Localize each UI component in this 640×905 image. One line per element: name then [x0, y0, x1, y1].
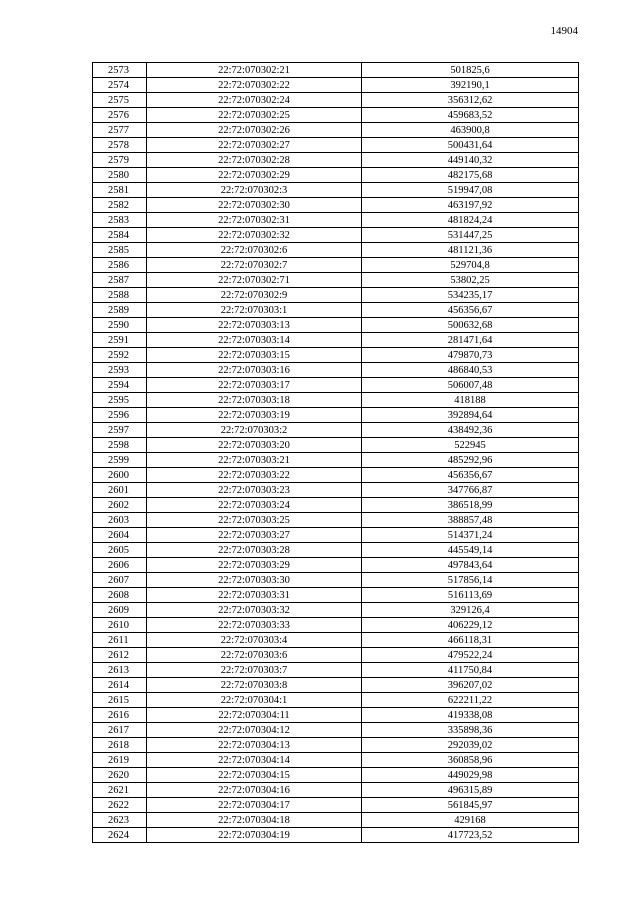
row-number-cell: 2592 [93, 348, 147, 363]
cadastral-number-cell: 22:72:070304:1 [147, 693, 362, 708]
cadastral-value-cell: 329126,4 [362, 603, 579, 618]
cadastral-value-cell: 497843,64 [362, 558, 579, 573]
row-number-cell: 2599 [93, 453, 147, 468]
cadastral-number-cell: 22:72:070303:33 [147, 618, 362, 633]
cadastral-value-cell: 360858,96 [362, 753, 579, 768]
cadastral-number-cell: 22:72:070302:32 [147, 228, 362, 243]
row-number-cell: 2622 [93, 798, 147, 813]
row-number-cell: 2610 [93, 618, 147, 633]
cadastral-value-cell: 335898,36 [362, 723, 579, 738]
cadastral-number-cell: 22:72:070303:30 [147, 573, 362, 588]
row-number-cell: 2616 [93, 708, 147, 723]
cadastral-value-cell: 486840,53 [362, 363, 579, 378]
cadastral-number-cell: 22:72:070302:28 [147, 153, 362, 168]
cadastral-number-cell: 22:72:070303:21 [147, 453, 362, 468]
cadastral-value-cell: 406229,12 [362, 618, 579, 633]
cadastral-value-cell: 481824,24 [362, 213, 579, 228]
table-row [93, 198, 579, 213]
cadastral-number-cell: 22:72:070302:30 [147, 198, 362, 213]
cadastral-value-cell: 622211,22 [362, 693, 579, 708]
cadastral-value-cell: 500431,64 [362, 138, 579, 153]
row-number-cell: 2612 [93, 648, 147, 663]
table-row [93, 93, 579, 108]
row-number-cell: 2584 [93, 228, 147, 243]
cadastral-number-cell: 22:72:070303:17 [147, 378, 362, 393]
cadastral-value-table [92, 62, 579, 843]
table-body [93, 63, 579, 843]
row-number-cell: 2585 [93, 243, 147, 258]
table-row [93, 648, 579, 663]
table-row [93, 288, 579, 303]
table-row [93, 723, 579, 738]
row-number-cell: 2579 [93, 153, 147, 168]
row-number-cell: 2574 [93, 78, 147, 93]
row-number-cell: 2575 [93, 93, 147, 108]
table-row [93, 483, 579, 498]
cadastral-number-cell: 22:72:070303:27 [147, 528, 362, 543]
cadastral-value-cell: 396207,02 [362, 678, 579, 693]
table-row [93, 378, 579, 393]
cadastral-value-cell: 449029,98 [362, 768, 579, 783]
cadastral-value-cell: 463900,8 [362, 123, 579, 138]
cadastral-value-cell: 459683,52 [362, 108, 579, 123]
table-row [93, 423, 579, 438]
row-number-cell: 2588 [93, 288, 147, 303]
table-row [93, 108, 579, 123]
table-row [93, 138, 579, 153]
cadastral-number-cell: 22:72:070302:6 [147, 243, 362, 258]
cadastral-number-cell: 22:72:070302:25 [147, 108, 362, 123]
table-row [93, 573, 579, 588]
cadastral-number-cell: 22:72:070302:9 [147, 288, 362, 303]
table-row [93, 618, 579, 633]
row-number-cell: 2607 [93, 573, 147, 588]
cadastral-number-cell: 22:72:070303:18 [147, 393, 362, 408]
table-row [93, 813, 579, 828]
row-number-cell: 2578 [93, 138, 147, 153]
cadastral-number-cell: 22:72:070303:4 [147, 633, 362, 648]
cadastral-value-cell: 456356,67 [362, 468, 579, 483]
cadastral-value-cell: 531447,25 [362, 228, 579, 243]
table-row [93, 213, 579, 228]
cadastral-value-cell: 514371,24 [362, 528, 579, 543]
row-number-cell: 2594 [93, 378, 147, 393]
cadastral-number-cell: 22:72:070303:31 [147, 588, 362, 603]
cadastral-value-cell: 519947,08 [362, 183, 579, 198]
cadastral-number-cell: 22:72:070304:11 [147, 708, 362, 723]
cadastral-number-cell: 22:72:070303:32 [147, 603, 362, 618]
table-row [93, 438, 579, 453]
table-row [93, 123, 579, 138]
table-row [93, 513, 579, 528]
row-number-cell: 2597 [93, 423, 147, 438]
row-number-cell: 2587 [93, 273, 147, 288]
row-number-cell: 2602 [93, 498, 147, 513]
cadastral-number-cell: 22:72:070304:18 [147, 813, 362, 828]
table-row [93, 243, 579, 258]
cadastral-number-cell: 22:72:070302:27 [147, 138, 362, 153]
cadastral-number-cell: 22:72:070303:15 [147, 348, 362, 363]
table-row [93, 783, 579, 798]
table-row [93, 273, 579, 288]
row-number-cell: 2613 [93, 663, 147, 678]
cadastral-number-cell: 22:72:070302:29 [147, 168, 362, 183]
row-number-cell: 2596 [93, 408, 147, 423]
cadastral-value-cell: 417723,52 [362, 828, 579, 843]
table-row [93, 363, 579, 378]
cadastral-number-cell: 22:72:070302:24 [147, 93, 362, 108]
cadastral-value-cell: 392190,1 [362, 78, 579, 93]
row-number-cell: 2620 [93, 768, 147, 783]
cadastral-number-cell: 22:72:070303:1 [147, 303, 362, 318]
cadastral-number-cell: 22:72:070303:6 [147, 648, 362, 663]
cadastral-value-cell: 53802,25 [362, 273, 579, 288]
row-number-cell: 2608 [93, 588, 147, 603]
row-number-cell: 2593 [93, 363, 147, 378]
table-row [93, 318, 579, 333]
table-row [93, 828, 579, 843]
cadastral-number-cell: 22:72:070302:21 [147, 63, 362, 78]
row-number-cell: 2598 [93, 438, 147, 453]
cadastral-value-cell: 456356,67 [362, 303, 579, 318]
row-number-cell: 2576 [93, 108, 147, 123]
table-row [93, 558, 579, 573]
table-row [93, 468, 579, 483]
cadastral-value-cell: 445549,14 [362, 543, 579, 558]
table-row [93, 588, 579, 603]
table-row [93, 453, 579, 468]
cadastral-value-cell: 496315,89 [362, 783, 579, 798]
table-row [93, 333, 579, 348]
row-number-cell: 2605 [93, 543, 147, 558]
cadastral-number-cell: 22:72:070304:14 [147, 753, 362, 768]
row-number-cell: 2611 [93, 633, 147, 648]
cadastral-number-cell: 22:72:070302:3 [147, 183, 362, 198]
cadastral-number-cell: 22:72:070302:71 [147, 273, 362, 288]
cadastral-value-cell: 438492,36 [362, 423, 579, 438]
row-number-cell: 2577 [93, 123, 147, 138]
cadastral-number-cell: 22:72:070303:29 [147, 558, 362, 573]
row-number-cell: 2614 [93, 678, 147, 693]
row-number-cell: 2618 [93, 738, 147, 753]
cadastral-value-cell: 561845,97 [362, 798, 579, 813]
cadastral-value-cell: 386518,99 [362, 498, 579, 513]
cadastral-number-cell: 22:72:070303:22 [147, 468, 362, 483]
table-row [93, 693, 579, 708]
table-row [93, 753, 579, 768]
table-row [93, 768, 579, 783]
row-number-cell: 2600 [93, 468, 147, 483]
cadastral-number-cell: 22:72:070302:31 [147, 213, 362, 228]
row-number-cell: 2619 [93, 753, 147, 768]
cadastral-number-cell: 22:72:070302:22 [147, 78, 362, 93]
cadastral-value-cell: 411750,84 [362, 663, 579, 678]
cadastral-number-cell: 22:72:070303:13 [147, 318, 362, 333]
cadastral-value-cell: 479522,24 [362, 648, 579, 663]
table-row [93, 393, 579, 408]
cadastral-value-cell: 281471,64 [362, 333, 579, 348]
cadastral-value-cell: 517856,14 [362, 573, 579, 588]
table-row [93, 228, 579, 243]
cadastral-number-cell: 22:72:070303:8 [147, 678, 362, 693]
cadastral-value-cell: 485292,96 [362, 453, 579, 468]
row-number-cell: 2580 [93, 168, 147, 183]
cadastral-value-cell: 388857,48 [362, 513, 579, 528]
table-row [93, 348, 579, 363]
row-number-cell: 2573 [93, 63, 147, 78]
cadastral-value-cell: 429168 [362, 813, 579, 828]
cadastral-value-cell: 500632,68 [362, 318, 579, 333]
cadastral-value-cell: 506007,48 [362, 378, 579, 393]
row-number-cell: 2582 [93, 198, 147, 213]
table-row [93, 708, 579, 723]
row-number-cell: 2624 [93, 828, 147, 843]
table-row [93, 633, 579, 648]
table-row [93, 498, 579, 513]
cadastral-value-cell: 479870,73 [362, 348, 579, 363]
cadastral-number-cell: 22:72:070303:28 [147, 543, 362, 558]
cadastral-value-cell: 482175,68 [362, 168, 579, 183]
cadastral-value-cell: 419338,08 [362, 708, 579, 723]
row-number-cell: 2621 [93, 783, 147, 798]
cadastral-value-cell: 356312,62 [362, 93, 579, 108]
cadastral-number-cell: 22:72:070302:26 [147, 123, 362, 138]
row-number-cell: 2589 [93, 303, 147, 318]
table-row [93, 78, 579, 93]
row-number-cell: 2603 [93, 513, 147, 528]
cadastral-number-cell: 22:72:070304:13 [147, 738, 362, 753]
table-row [93, 183, 579, 198]
row-number-cell: 2623 [93, 813, 147, 828]
cadastral-value-cell: 449140,32 [362, 153, 579, 168]
cadastral-value-cell: 418188 [362, 393, 579, 408]
cadastral-value-cell: 501825,6 [362, 63, 579, 78]
row-number-cell: 2586 [93, 258, 147, 273]
cadastral-number-cell: 22:72:070304:16 [147, 783, 362, 798]
cadastral-number-cell: 22:72:070302:7 [147, 258, 362, 273]
cadastral-number-cell: 22:72:070303:23 [147, 483, 362, 498]
cadastral-value-cell: 466118,31 [362, 633, 579, 648]
table-row [93, 678, 579, 693]
row-number-cell: 2615 [93, 693, 147, 708]
row-number-cell: 2609 [93, 603, 147, 618]
cadastral-number-cell: 22:72:070303:16 [147, 363, 362, 378]
cadastral-number-cell: 22:72:070304:17 [147, 798, 362, 813]
row-number-cell: 2590 [93, 318, 147, 333]
table-row [93, 603, 579, 618]
row-number-cell: 2604 [93, 528, 147, 543]
table-row [93, 258, 579, 273]
cadastral-value-cell: 347766,87 [362, 483, 579, 498]
table-row [93, 168, 579, 183]
table-row [93, 303, 579, 318]
table-row [93, 408, 579, 423]
table-row [93, 663, 579, 678]
row-number-cell: 2601 [93, 483, 147, 498]
cadastral-number-cell: 22:72:070304:15 [147, 768, 362, 783]
row-number-cell: 2581 [93, 183, 147, 198]
table-row [93, 738, 579, 753]
row-number-cell: 2606 [93, 558, 147, 573]
cadastral-number-cell: 22:72:070303:7 [147, 663, 362, 678]
table-row [93, 528, 579, 543]
cadastral-value-cell: 481121,36 [362, 243, 579, 258]
row-number-cell: 2583 [93, 213, 147, 228]
table-row [93, 543, 579, 558]
cadastral-value-cell: 463197,92 [362, 198, 579, 213]
table-row [93, 153, 579, 168]
cadastral-value-cell: 516113,69 [362, 588, 579, 603]
row-number-cell: 2591 [93, 333, 147, 348]
cadastral-number-cell: 22:72:070303:2 [147, 423, 362, 438]
cadastral-value-cell: 292039,02 [362, 738, 579, 753]
cadastral-number-cell: 22:72:070304:12 [147, 723, 362, 738]
cadastral-value-cell: 534235,17 [362, 288, 579, 303]
cadastral-value-cell: 529704,8 [362, 258, 579, 273]
cadastral-number-cell: 22:72:070303:14 [147, 333, 362, 348]
table-row [93, 798, 579, 813]
row-number-cell: 2595 [93, 393, 147, 408]
cadastral-number-cell: 22:72:070303:19 [147, 408, 362, 423]
cadastral-number-cell: 22:72:070303:24 [147, 498, 362, 513]
table-row [93, 63, 579, 78]
cadastral-number-cell: 22:72:070304:19 [147, 828, 362, 843]
page-number: 14904 [550, 25, 578, 37]
row-number-cell: 2617 [93, 723, 147, 738]
cadastral-value-cell: 522945 [362, 438, 579, 453]
cadastral-number-cell: 22:72:070303:25 [147, 513, 362, 528]
cadastral-value-cell: 392894,64 [362, 408, 579, 423]
cadastral-number-cell: 22:72:070303:20 [147, 438, 362, 453]
